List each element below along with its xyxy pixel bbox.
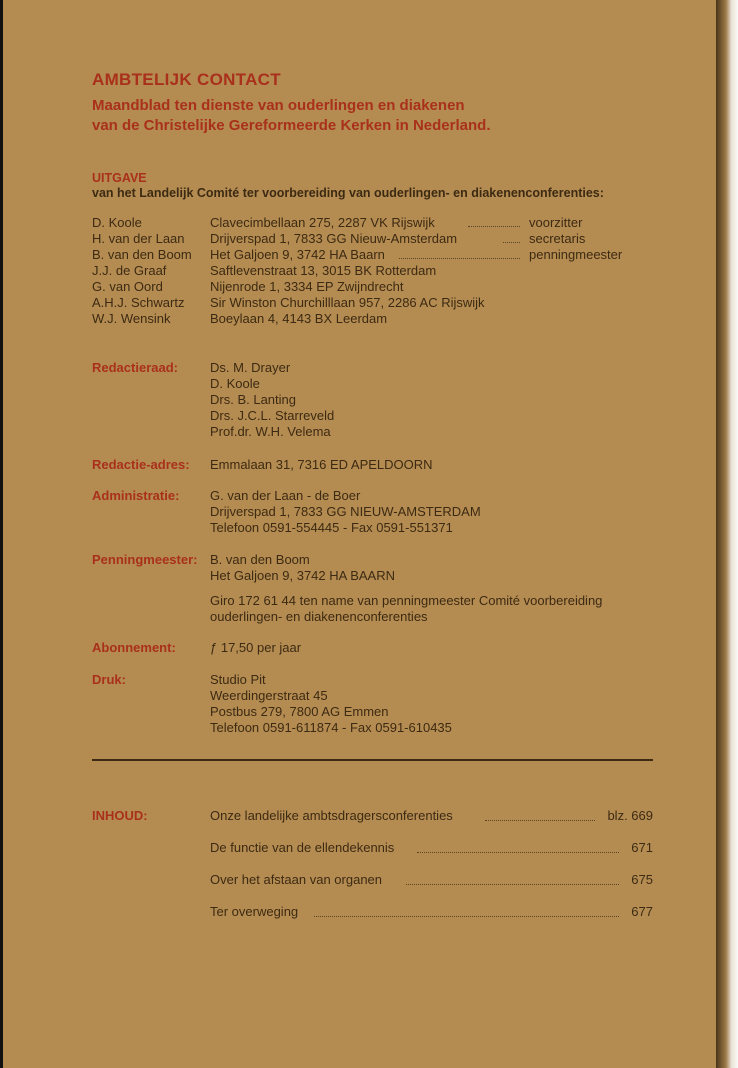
leader-dots [399, 258, 520, 259]
publisher-description: van het Landelijk Comité ter voorbereiding van ouderlingen- en diakenenconferenties: [92, 186, 604, 200]
member-role: voorzitter [529, 215, 583, 230]
giro-line: Giro 172 61 44 ten name van penningmeester Comité voorbereiding [210, 593, 603, 608]
administratie-line: G. van der Laan - de Boer [210, 488, 361, 503]
leader-dots [468, 226, 520, 227]
magazine-subtitle-line-2: van de Christelijke Gereformeerde Kerken in Nederland. [92, 117, 491, 134]
leader-dots [406, 876, 619, 885]
redactieraad-line: Prof.dr. W.H. Velema [210, 424, 331, 439]
penningmeester-label: Penningmeester: [92, 552, 198, 567]
leader-dots [417, 844, 619, 853]
giro-line: ouderlingen- en diakenenconferenties [210, 609, 428, 624]
member-address: Boeylaan 4, 4143 BX Leerdam [210, 311, 388, 326]
toc-item-title: Ter overweging [210, 904, 299, 919]
page-edge-shadow [716, 0, 738, 1068]
toc-item[interactable] [210, 808, 653, 826]
druk-line: Postbus 279, 7800 AG Emmen [210, 704, 389, 719]
redactieraad-line: Drs. B. Lanting [210, 392, 296, 407]
redactie-adres-label: Redactie-adres: [92, 457, 190, 472]
toc-item[interactable] [210, 840, 653, 858]
administratie-line: Drijverspad 1, 7833 GG NIEUW-AMSTERDAM [210, 504, 481, 519]
member-address: Clavecimbellaan 275, 2287 VK Rijswijk [210, 215, 435, 230]
penningmeester-line: B. van den Boom [210, 552, 310, 567]
member-name: A.H.J. Schwartz [92, 295, 185, 310]
publisher-heading: UITGAVE [92, 171, 147, 185]
leader-dots [485, 812, 595, 821]
member-name: G. van Oord [92, 279, 163, 294]
member-address: Saftlevenstraat 13, 3015 BK Rotterdam [210, 263, 437, 278]
toc-item[interactable] [210, 904, 653, 922]
toc-item[interactable] [210, 872, 653, 890]
toc-item-title: Onze landelijke ambtsdragersconferenties [210, 808, 453, 823]
member-name: B. van den Boom [92, 247, 192, 262]
member-name: D. Koole [92, 215, 142, 230]
leader-dots [503, 242, 520, 243]
toc-item-page: blz. 669 [607, 808, 653, 823]
member-role: secretaris [529, 231, 586, 246]
toc-item-page: 677 [631, 904, 653, 919]
member-address: Nijenrode 1, 3334 EP Zwijndrecht [210, 279, 404, 294]
member-name: W.J. Wensink [92, 311, 171, 326]
member-address: Sir Winston Churchilllaan 957, 2286 AC Rijswijk [210, 295, 485, 310]
member-role: penningmeester [529, 247, 623, 262]
member-name: H. van der Laan [92, 231, 185, 246]
member-name: J.J. de Graaf [92, 263, 167, 278]
toc-item-page: 675 [631, 872, 653, 887]
abonnement-price: ƒ 17,50 per jaar [210, 640, 302, 655]
druk-line: Telefoon 0591-611874 - Fax 0591-610435 [210, 720, 452, 735]
magazine-subtitle-line-1: Maandblad ten dienste van ouderlingen en diakenen [92, 97, 465, 114]
druk-label: Druk: [92, 672, 126, 687]
member-address: Drijverspad 1, 7833 GG Nieuw-Amsterdam [210, 231, 458, 246]
toc-item-page: 671 [631, 840, 653, 855]
leader-dots [314, 908, 619, 917]
toc-item-title: Over het afstaan van organen [210, 872, 383, 887]
abonnement-label: Abonnement: [92, 640, 176, 655]
redactieraad-line: D. Koole [210, 376, 260, 391]
section-divider [92, 759, 653, 761]
administratie-line: Telefoon 0591-554445 - Fax 0591-551371 [210, 520, 453, 535]
redactie-adres-line: Emmalaan 31, 7316 ED APELDOORN [210, 457, 433, 472]
penningmeester-line: Het Galjoen 9, 3742 HA BAARN [210, 568, 395, 583]
magazine-title: AMBTELIJK CONTACT [92, 70, 281, 89]
redactieraad-line: Drs. J.C.L. Starreveld [210, 408, 335, 423]
redactieraad-line: Ds. M. Drayer [210, 360, 291, 375]
druk-line: Weerdingerstraat 45 [210, 688, 328, 703]
toc-item-title: De functie van de ellendekennis [210, 840, 395, 855]
member-address: Het Galjoen 9, 3742 HA Baarn [210, 247, 385, 262]
druk-line: Studio Pit [210, 672, 266, 687]
redactieraad-label: Redactieraad: [92, 360, 178, 375]
administratie-label: Administratie: [92, 488, 180, 503]
toc-label: INHOUD: [92, 808, 148, 823]
